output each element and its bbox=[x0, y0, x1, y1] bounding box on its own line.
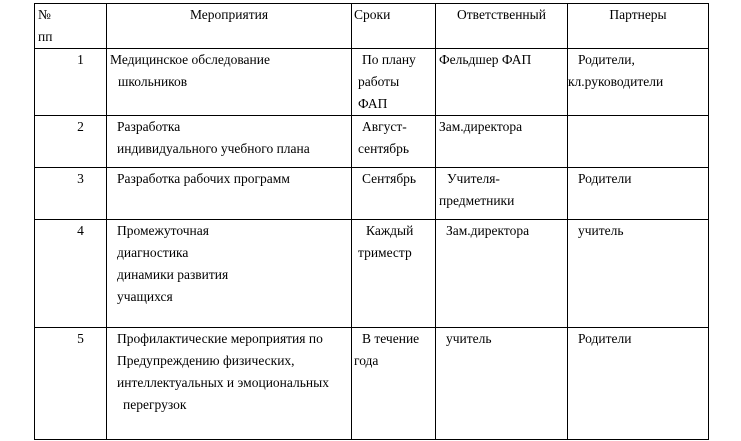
responsible-cell: учитель bbox=[436, 328, 568, 440]
term-cell: Каждый триместр bbox=[352, 220, 436, 328]
header-responsible: Ответственный bbox=[436, 4, 568, 49]
partners-cell: учитель bbox=[568, 220, 709, 328]
row-number: 3 bbox=[35, 168, 107, 220]
partners-cell: Родители bbox=[568, 168, 709, 220]
table-row bbox=[35, 168, 709, 220]
term-cell: Сентябрь bbox=[352, 168, 436, 220]
header-terms: Сроки bbox=[352, 4, 436, 49]
term-cell: Август- сентябрь bbox=[352, 116, 436, 168]
event-cell: Профилактические мероприятия по Предупреждению физических, интеллектуальных и эмоциональных перегрузок bbox=[107, 328, 352, 440]
table-row bbox=[35, 328, 709, 440]
partners-cell bbox=[568, 116, 709, 168]
responsible-cell: Зам.директора bbox=[436, 116, 568, 168]
header-partners: Партнеры bbox=[568, 4, 709, 49]
event-cell: Разработка индивидуального учебного плана bbox=[107, 116, 352, 168]
plan-table bbox=[34, 3, 709, 440]
partners-cell: Родители bbox=[568, 328, 709, 440]
event-cell: Промежуточная диагностика динамики развития учащихся bbox=[107, 220, 352, 328]
header-number-line2: пп bbox=[38, 29, 53, 44]
row-number: 1 bbox=[35, 49, 107, 116]
table-row bbox=[35, 49, 709, 116]
event-cell: Медицинское обследование школьников bbox=[107, 49, 352, 116]
row-number: 5 bbox=[35, 328, 107, 440]
term-cell: По плану работы ФАП bbox=[352, 49, 436, 116]
responsible-cell: Зам.директора bbox=[436, 220, 568, 328]
event-cell: Разработка рабочих программ bbox=[107, 168, 352, 220]
row-number: 2 bbox=[35, 116, 107, 168]
responsible-cell: Фельдшер ФАП bbox=[436, 49, 568, 116]
term-cell: В течение года bbox=[352, 328, 436, 440]
table-row bbox=[35, 220, 709, 328]
row-number: 4 bbox=[35, 220, 107, 328]
table-header-row bbox=[35, 4, 709, 49]
header-number-line1: № bbox=[38, 7, 51, 22]
partners-cell: Родители, кл.руководители bbox=[568, 49, 709, 116]
table-row bbox=[35, 116, 709, 168]
header-number bbox=[35, 4, 107, 49]
responsible-cell: Учителя- предметники bbox=[436, 168, 568, 220]
header-events: Мероприятия bbox=[107, 4, 352, 49]
